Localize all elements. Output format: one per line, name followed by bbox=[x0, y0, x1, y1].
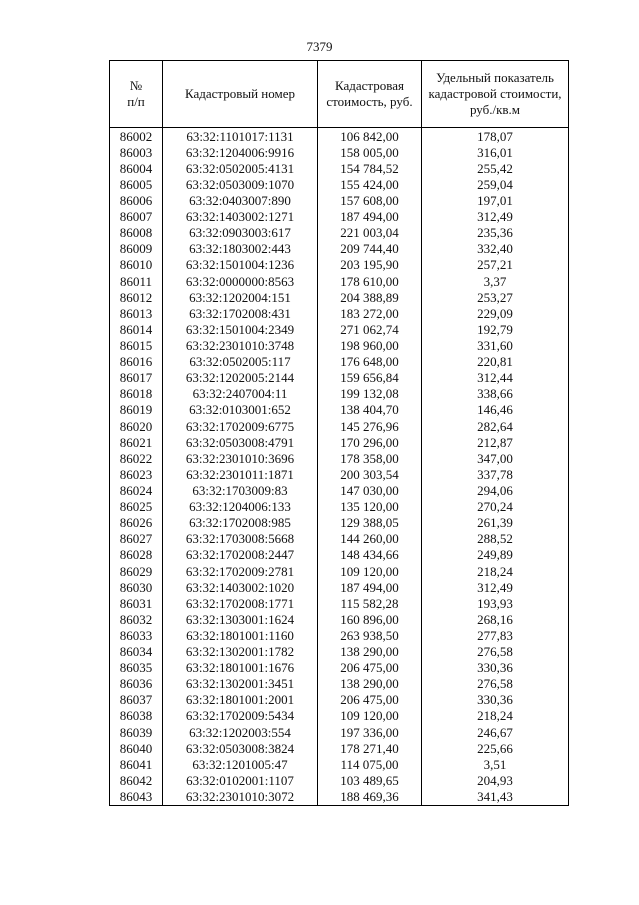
table-row bbox=[110, 321, 569, 337]
cell-specific-value: 277,83 bbox=[422, 627, 569, 643]
cell-row-number: 86041 bbox=[110, 756, 163, 772]
cell-row-number: 86015 bbox=[110, 337, 163, 353]
cell-cadastral-value: 199 132,08 bbox=[318, 386, 422, 402]
cell-specific-value: 341,43 bbox=[422, 788, 569, 805]
cell-row-number: 86003 bbox=[110, 144, 163, 160]
cell-cadastral-value: 271 062,74 bbox=[318, 321, 422, 337]
cell-row-number: 86027 bbox=[110, 531, 163, 547]
cell-specific-value: 257,21 bbox=[422, 257, 569, 273]
cell-row-number: 86021 bbox=[110, 434, 163, 450]
cell-cadastral-number: 63:32:1801001:1676 bbox=[163, 660, 318, 676]
cell-row-number: 86011 bbox=[110, 273, 163, 289]
table-row bbox=[110, 354, 569, 370]
cell-cadastral-value: 188 469,36 bbox=[318, 788, 422, 805]
table-row bbox=[110, 724, 569, 740]
cell-specific-value: 268,16 bbox=[422, 611, 569, 627]
col-header-number bbox=[110, 61, 163, 128]
cell-cadastral-value: 178 271,40 bbox=[318, 740, 422, 756]
cell-cadastral-number: 63:32:1302001:3451 bbox=[163, 676, 318, 692]
cell-specific-value: 330,36 bbox=[422, 660, 569, 676]
col-header-cadastral-value: Кадастровая стоимость, руб. bbox=[318, 61, 422, 128]
cell-cadastral-number: 63:32:0503008:3824 bbox=[163, 740, 318, 756]
cell-specific-value: 288,52 bbox=[422, 531, 569, 547]
table-row bbox=[110, 450, 569, 466]
table-row bbox=[110, 644, 569, 660]
cell-specific-value: 218,24 bbox=[422, 563, 569, 579]
table-row bbox=[110, 756, 569, 772]
cell-cadastral-value: 170 296,00 bbox=[318, 434, 422, 450]
cell-specific-value: 337,78 bbox=[422, 466, 569, 482]
table-row bbox=[110, 144, 569, 160]
cell-specific-value: 218,24 bbox=[422, 708, 569, 724]
cell-row-number: 86023 bbox=[110, 466, 163, 482]
cell-row-number: 86029 bbox=[110, 563, 163, 579]
table-row bbox=[110, 547, 569, 563]
cell-row-number: 86043 bbox=[110, 788, 163, 805]
cell-specific-value: 276,58 bbox=[422, 644, 569, 660]
cell-row-number: 86005 bbox=[110, 176, 163, 192]
cell-cadastral-number: 63:32:1702009:5434 bbox=[163, 708, 318, 724]
table-row bbox=[110, 660, 569, 676]
cell-cadastral-number: 63:32:1702009:2781 bbox=[163, 563, 318, 579]
cell-cadastral-value: 103 489,65 bbox=[318, 772, 422, 788]
cell-cadastral-value: 187 494,00 bbox=[318, 209, 422, 225]
cell-cadastral-number: 63:32:1801001:1160 bbox=[163, 627, 318, 643]
cell-specific-value: 249,89 bbox=[422, 547, 569, 563]
cell-specific-value: 330,36 bbox=[422, 692, 569, 708]
cell-cadastral-value: 206 475,00 bbox=[318, 692, 422, 708]
cell-row-number: 86017 bbox=[110, 370, 163, 386]
cell-row-number: 86013 bbox=[110, 305, 163, 321]
table-row bbox=[110, 192, 569, 208]
table-row bbox=[110, 627, 569, 643]
table-row bbox=[110, 273, 569, 289]
table-row bbox=[110, 788, 569, 805]
cell-row-number: 86030 bbox=[110, 579, 163, 595]
cadastral-table bbox=[109, 60, 569, 806]
cell-specific-value: 312,49 bbox=[422, 209, 569, 225]
cell-row-number: 86004 bbox=[110, 160, 163, 176]
cell-cadastral-number: 63:32:1801001:2001 bbox=[163, 692, 318, 708]
table-row bbox=[110, 402, 569, 418]
col-header-cadastral-number: Кадастровый номер bbox=[163, 61, 318, 128]
cell-specific-value: 146,46 bbox=[422, 402, 569, 418]
cell-specific-value: 3,51 bbox=[422, 756, 569, 772]
cell-cadastral-number: 63:32:1803002:443 bbox=[163, 241, 318, 257]
cell-cadastral-value: 187 494,00 bbox=[318, 579, 422, 595]
cell-specific-value: 253,27 bbox=[422, 289, 569, 305]
table-row bbox=[110, 611, 569, 627]
table-row bbox=[110, 595, 569, 611]
table-row bbox=[110, 531, 569, 547]
cell-specific-value: 229,09 bbox=[422, 305, 569, 321]
table-row bbox=[110, 692, 569, 708]
cell-row-number: 86012 bbox=[110, 289, 163, 305]
cell-specific-value: 3,37 bbox=[422, 273, 569, 289]
table-row bbox=[110, 708, 569, 724]
cell-cadastral-number: 63:32:1702008:985 bbox=[163, 515, 318, 531]
cell-specific-value: 220,81 bbox=[422, 354, 569, 370]
cell-specific-value: 192,79 bbox=[422, 321, 569, 337]
table-row bbox=[110, 772, 569, 788]
cell-cadastral-value: 129 388,05 bbox=[318, 515, 422, 531]
cell-cadastral-value: 138 404,70 bbox=[318, 402, 422, 418]
cell-cadastral-value: 147 030,00 bbox=[318, 482, 422, 498]
cell-specific-value: 235,36 bbox=[422, 225, 569, 241]
cell-row-number: 86037 bbox=[110, 692, 163, 708]
cell-row-number: 86036 bbox=[110, 676, 163, 692]
cell-cadastral-value: 148 434,66 bbox=[318, 547, 422, 563]
cell-cadastral-number: 63:32:0903003:617 bbox=[163, 225, 318, 241]
cell-specific-value: 178,07 bbox=[422, 128, 569, 145]
cell-cadastral-value: 178 610,00 bbox=[318, 273, 422, 289]
cell-row-number: 86018 bbox=[110, 386, 163, 402]
cell-cadastral-number: 63:32:2301010:3696 bbox=[163, 450, 318, 466]
cell-row-number: 86006 bbox=[110, 192, 163, 208]
cell-cadastral-value: 145 276,96 bbox=[318, 418, 422, 434]
cell-cadastral-value: 106 842,00 bbox=[318, 128, 422, 145]
col-header-specific-value: Удельный показатель кадастровой стоимости, руб./кв.м bbox=[422, 61, 569, 128]
cell-cadastral-value: 154 784,52 bbox=[318, 160, 422, 176]
cell-cadastral-number: 63:32:1101017:1131 bbox=[163, 128, 318, 145]
table-body bbox=[110, 128, 569, 806]
cell-cadastral-number: 63:32:0000000:8563 bbox=[163, 273, 318, 289]
cell-cadastral-value: 157 608,00 bbox=[318, 192, 422, 208]
table-row bbox=[110, 257, 569, 273]
cell-cadastral-number: 63:32:1702008:1771 bbox=[163, 595, 318, 611]
header-row bbox=[110, 61, 569, 128]
col-header-number-line2: п/п bbox=[127, 94, 145, 109]
table-row bbox=[110, 676, 569, 692]
table-row bbox=[110, 563, 569, 579]
cell-cadastral-number: 63:32:1204006:9916 bbox=[163, 144, 318, 160]
table-row bbox=[110, 370, 569, 386]
cell-cadastral-number: 63:32:1302001:1782 bbox=[163, 644, 318, 660]
table-row bbox=[110, 128, 569, 145]
cell-specific-value: 332,40 bbox=[422, 241, 569, 257]
cell-cadastral-value: 203 195,90 bbox=[318, 257, 422, 273]
cell-cadastral-value: 206 475,00 bbox=[318, 660, 422, 676]
cell-cadastral-value: 135 120,00 bbox=[318, 499, 422, 515]
cell-cadastral-number: 63:32:1202005:2144 bbox=[163, 370, 318, 386]
cell-cadastral-value: 183 272,00 bbox=[318, 305, 422, 321]
cell-cadastral-value: 138 290,00 bbox=[318, 644, 422, 660]
cell-specific-value: 347,00 bbox=[422, 450, 569, 466]
cell-cadastral-number: 63:32:0502005:4131 bbox=[163, 160, 318, 176]
cell-cadastral-value: 178 358,00 bbox=[318, 450, 422, 466]
table-row bbox=[110, 225, 569, 241]
cell-cadastral-number: 63:32:1703008:5668 bbox=[163, 531, 318, 547]
table-row bbox=[110, 209, 569, 225]
cell-cadastral-number: 63:32:1204006:133 bbox=[163, 499, 318, 515]
cell-cadastral-number: 63:32:0403007:890 bbox=[163, 192, 318, 208]
cell-specific-value: 312,49 bbox=[422, 579, 569, 595]
cell-cadastral-value: 198 960,00 bbox=[318, 337, 422, 353]
table-row bbox=[110, 499, 569, 515]
cell-cadastral-number: 63:32:1702008:431 bbox=[163, 305, 318, 321]
table-row bbox=[110, 466, 569, 482]
cell-specific-value: 338,66 bbox=[422, 386, 569, 402]
cell-cadastral-number: 63:32:1501004:2349 bbox=[163, 321, 318, 337]
cell-row-number: 86035 bbox=[110, 660, 163, 676]
cell-cadastral-number: 63:32:0103001:652 bbox=[163, 402, 318, 418]
cell-row-number: 86020 bbox=[110, 418, 163, 434]
cell-row-number: 86040 bbox=[110, 740, 163, 756]
cell-cadastral-number: 63:32:2301010:3748 bbox=[163, 337, 318, 353]
cell-cadastral-number: 63:32:1403002:1271 bbox=[163, 209, 318, 225]
table-row bbox=[110, 289, 569, 305]
cell-cadastral-value: 209 744,40 bbox=[318, 241, 422, 257]
table-header bbox=[110, 61, 569, 128]
cell-row-number: 86002 bbox=[110, 128, 163, 145]
cell-cadastral-value: 144 260,00 bbox=[318, 531, 422, 547]
cell-specific-value: 225,66 bbox=[422, 740, 569, 756]
cell-cadastral-number: 63:32:1703009:83 bbox=[163, 482, 318, 498]
cell-row-number: 86016 bbox=[110, 354, 163, 370]
table-row bbox=[110, 418, 569, 434]
cell-row-number: 86009 bbox=[110, 241, 163, 257]
cell-row-number: 86007 bbox=[110, 209, 163, 225]
cell-specific-value: 197,01 bbox=[422, 192, 569, 208]
cell-cadastral-number: 63:32:0102001:1107 bbox=[163, 772, 318, 788]
cell-row-number: 86019 bbox=[110, 402, 163, 418]
cell-cadastral-number: 63:32:2301010:3072 bbox=[163, 788, 318, 805]
cell-cadastral-number: 63:32:0502005:117 bbox=[163, 354, 318, 370]
cell-specific-value: 316,01 bbox=[422, 144, 569, 160]
cell-cadastral-value: 138 290,00 bbox=[318, 676, 422, 692]
cell-row-number: 86042 bbox=[110, 772, 163, 788]
cell-cadastral-number: 63:32:1702008:2447 bbox=[163, 547, 318, 563]
cell-specific-value: 255,42 bbox=[422, 160, 569, 176]
cell-row-number: 86038 bbox=[110, 708, 163, 724]
cell-row-number: 86034 bbox=[110, 644, 163, 660]
cell-specific-value: 294,06 bbox=[422, 482, 569, 498]
cell-specific-value: 193,93 bbox=[422, 595, 569, 611]
table-row bbox=[110, 305, 569, 321]
cell-specific-value: 246,67 bbox=[422, 724, 569, 740]
cell-row-number: 86028 bbox=[110, 547, 163, 563]
col-header-number-line1: № bbox=[129, 78, 143, 93]
cell-cadastral-value: 158 005,00 bbox=[318, 144, 422, 160]
cell-cadastral-value: 204 388,89 bbox=[318, 289, 422, 305]
table-row bbox=[110, 579, 569, 595]
cell-cadastral-value: 109 120,00 bbox=[318, 563, 422, 579]
cell-specific-value: 212,87 bbox=[422, 434, 569, 450]
table-row bbox=[110, 241, 569, 257]
cell-cadastral-number: 63:32:1303001:1624 bbox=[163, 611, 318, 627]
cell-row-number: 86031 bbox=[110, 595, 163, 611]
table-row bbox=[110, 482, 569, 498]
cell-row-number: 86032 bbox=[110, 611, 163, 627]
cell-cadastral-number: 63:32:1202003:554 bbox=[163, 724, 318, 740]
cell-cadastral-value: 221 003,04 bbox=[318, 225, 422, 241]
cell-cadastral-value: 200 303,54 bbox=[318, 466, 422, 482]
cell-row-number: 86025 bbox=[110, 499, 163, 515]
cell-cadastral-number: 63:32:1202004:151 bbox=[163, 289, 318, 305]
cell-cadastral-value: 160 896,00 bbox=[318, 611, 422, 627]
page-number: 7379 bbox=[306, 39, 333, 54]
table-row bbox=[110, 386, 569, 402]
cell-cadastral-value: 109 120,00 bbox=[318, 708, 422, 724]
cell-cadastral-number: 63:32:1403002:1020 bbox=[163, 579, 318, 595]
cell-cadastral-value: 176 648,00 bbox=[318, 354, 422, 370]
cell-cadastral-value: 114 075,00 bbox=[318, 756, 422, 772]
cell-specific-value: 261,39 bbox=[422, 515, 569, 531]
cell-specific-value: 282,64 bbox=[422, 418, 569, 434]
cell-specific-value: 312,44 bbox=[422, 370, 569, 386]
cell-cadastral-number: 63:32:1201005:47 bbox=[163, 756, 318, 772]
cell-cadastral-number: 63:32:2407004:11 bbox=[163, 386, 318, 402]
cell-specific-value: 259,04 bbox=[422, 176, 569, 192]
cell-cadastral-value: 263 938,50 bbox=[318, 627, 422, 643]
cell-row-number: 86014 bbox=[110, 321, 163, 337]
cell-row-number: 86008 bbox=[110, 225, 163, 241]
table-row bbox=[110, 337, 569, 353]
table-row bbox=[110, 160, 569, 176]
cell-cadastral-number: 63:32:1501004:1236 bbox=[163, 257, 318, 273]
cell-specific-value: 204,93 bbox=[422, 772, 569, 788]
cell-cadastral-value: 115 582,28 bbox=[318, 595, 422, 611]
table-row bbox=[110, 176, 569, 192]
table-row bbox=[110, 740, 569, 756]
cell-cadastral-value: 197 336,00 bbox=[318, 724, 422, 740]
cell-cadastral-number: 63:32:0503008:4791 bbox=[163, 434, 318, 450]
cell-row-number: 86024 bbox=[110, 482, 163, 498]
cell-specific-value: 276,58 bbox=[422, 676, 569, 692]
cell-cadastral-number: 63:32:2301011:1871 bbox=[163, 466, 318, 482]
cell-specific-value: 331,60 bbox=[422, 337, 569, 353]
cell-row-number: 86026 bbox=[110, 515, 163, 531]
cell-cadastral-number: 63:32:0503009:1070 bbox=[163, 176, 318, 192]
cell-cadastral-value: 159 656,84 bbox=[318, 370, 422, 386]
table-row bbox=[110, 434, 569, 450]
table-row bbox=[110, 515, 569, 531]
cell-row-number: 86039 bbox=[110, 724, 163, 740]
cell-row-number: 86033 bbox=[110, 627, 163, 643]
cell-specific-value: 270,24 bbox=[422, 499, 569, 515]
cell-cadastral-number: 63:32:1702009:6775 bbox=[163, 418, 318, 434]
cell-row-number: 86010 bbox=[110, 257, 163, 273]
cell-cadastral-value: 155 424,00 bbox=[318, 176, 422, 192]
cell-row-number: 86022 bbox=[110, 450, 163, 466]
